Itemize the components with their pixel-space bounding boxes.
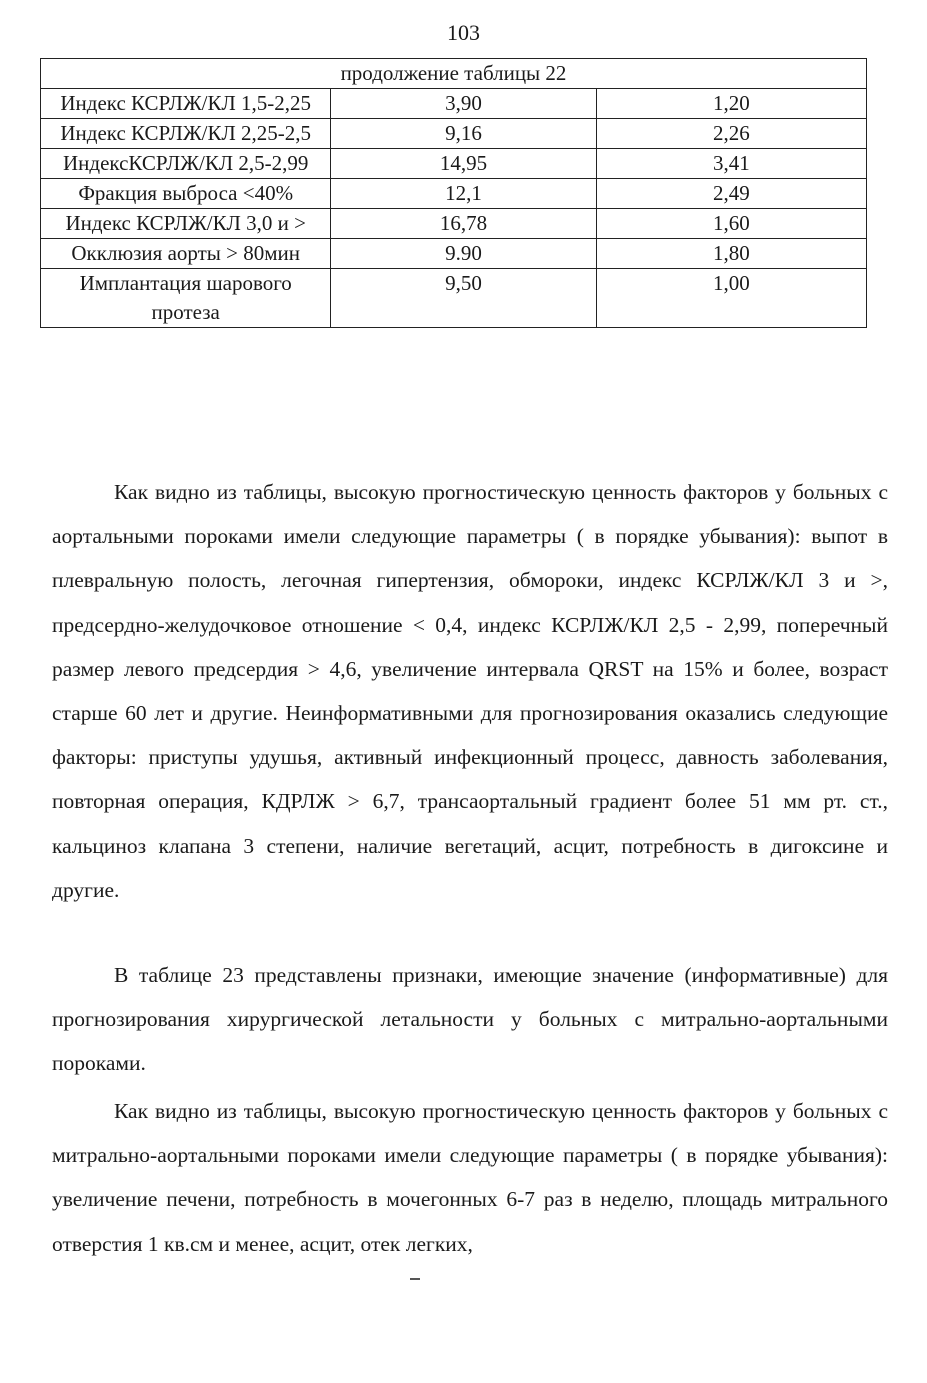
table-caption-row [41, 59, 867, 89]
factor-cell: Имплантация шарового протеза [41, 269, 331, 328]
value-cell: 12,1 [331, 179, 596, 209]
value-cell: 16,78 [331, 209, 596, 239]
body-paragraph-2 [52, 953, 888, 1086]
value-cell: 3,90 [331, 89, 596, 119]
value-cell: 9,16 [331, 119, 596, 149]
factor-cell: ИндексКСРЛЖ/КЛ 2,5-2,99 [41, 149, 331, 179]
factor-cell: Окклюзия аорты > 80мин [41, 239, 331, 269]
table-row [41, 179, 867, 209]
table-caption: продолжение таблицы 22 [41, 59, 867, 89]
body-paragraph-1 [52, 470, 888, 912]
value-cell: 14,95 [331, 149, 596, 179]
table-row [41, 239, 867, 269]
value-cell: 2,49 [596, 179, 866, 209]
table-row [41, 209, 867, 239]
body-paragraph-3 [52, 1089, 888, 1266]
table-row [41, 119, 867, 149]
value-cell: 1,20 [596, 89, 866, 119]
paragraph-text: В таблице 23 представлены признаки, имеющие значение (информативные) для прогнозирования хирургической летальности у больных с митрально-аортальными пороками. [52, 963, 888, 1076]
value-cell: 9.90 [331, 239, 596, 269]
value-cell: 9,50 [331, 269, 596, 328]
paragraph-text: Как видно из таблицы, высокую прогностическую ценность факторов у больных с аортальными пороками имели следующие параметры ( в порядке убывания): выпот в плевральную полость, легочная гипертензия, обмороки, индекс КСРЛЖ/КЛ 3 и >, предсердно-желудочковое отношение < 0,4, индекс КСРЛЖ/КЛ 2,5 - 2,99, поперечный размер левого предсердия > 4,6, увеличение интервала QRST на 15% и более, возраст старше 60 лет и другие. Неинформативными для прогнозирования оказались следующие факторы: приступы удушья, активный инфекционный процесс, давность заболевания, повторная операция, КДРЛЖ > 6,7, трансаортальный градиент более 51 мм рт. ст., кальциноз клапана 3 степени, наличие вегетаций, асцит, потребность в дигоксине и другие. [52, 480, 888, 902]
scan-mark [410, 1278, 420, 1280]
value-cell: 1,00 [596, 269, 866, 328]
data-table [40, 58, 867, 328]
value-cell: 1,60 [596, 209, 866, 239]
table-row [41, 89, 867, 119]
value-cell: 2,26 [596, 119, 866, 149]
factor-cell: Фракция выброса <40% [41, 179, 331, 209]
factor-cell: Индекс КСРЛЖ/КЛ 2,25-2,5 [41, 119, 331, 149]
value-cell: 3,41 [596, 149, 866, 179]
page-number: 103 [447, 20, 480, 45]
paragraph-text: Как видно из таблицы, высокую прогностическую ценность факторов у больных с митрально-аортальными пороками имели следующие параметры ( в порядке убывания): увеличение печени, потребность в мочегонных 6-7 раз в неделю, площадь митрального отверстия 1 кв.см и менее, асцит, отек легких, [52, 1099, 888, 1256]
value-cell: 1,80 [596, 239, 866, 269]
factor-cell: Индекс КСРЛЖ/КЛ 3,0 и > [41, 209, 331, 239]
table-row [41, 149, 867, 179]
table-row [41, 269, 867, 328]
factor-cell: Индекс КСРЛЖ/КЛ 1,5-2,25 [41, 89, 331, 119]
